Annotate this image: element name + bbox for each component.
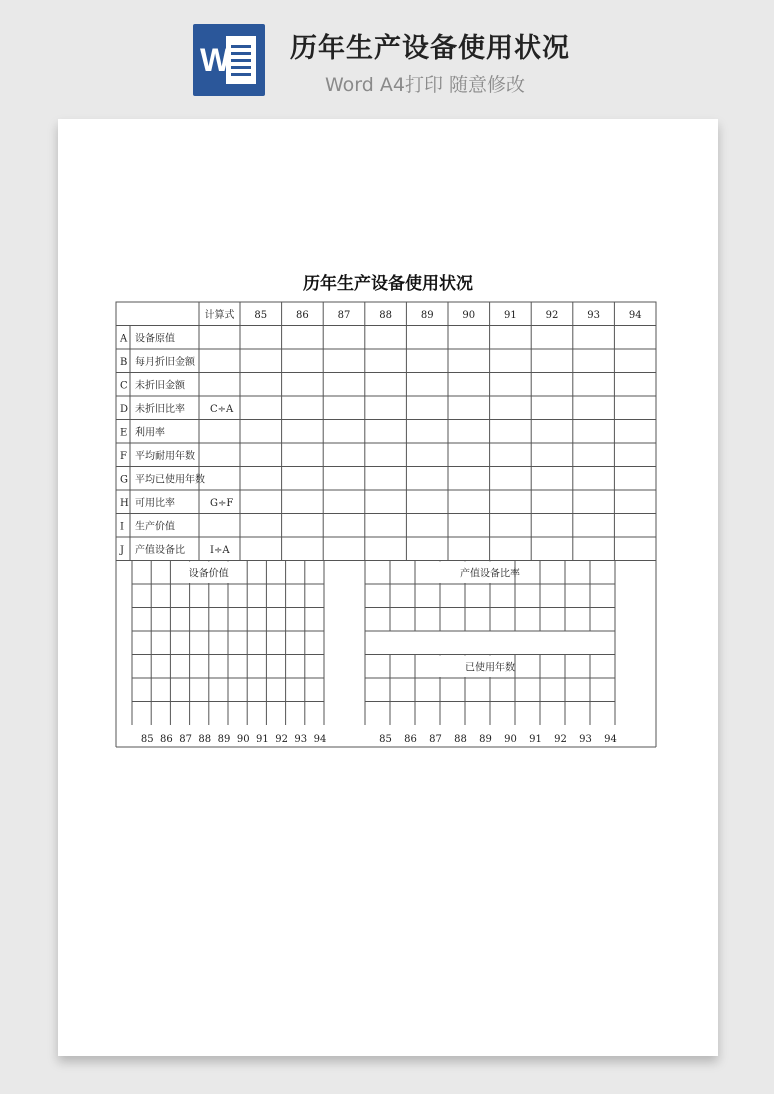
left-x-tick: 90: [236, 734, 250, 745]
row-label: 未折旧金额: [135, 380, 185, 392]
page-title: 历年生产设备使用状况: [290, 33, 570, 64]
right-x-tick: 87: [429, 734, 442, 745]
year-header: 85: [254, 310, 268, 321]
document-page: [58, 119, 718, 1056]
year-header: 91: [504, 310, 517, 321]
right-x-tick: 90: [504, 734, 517, 745]
row-label: 利用率: [135, 427, 165, 439]
word-icon: [193, 24, 265, 96]
year-header: 94: [628, 310, 642, 321]
row-formula: I÷A: [210, 545, 230, 556]
year-header: 86: [296, 310, 309, 321]
row-label: 设备原值: [135, 333, 175, 345]
header: [0, 0, 774, 110]
left-chart-title: 设备价值: [188, 568, 229, 580]
year-header: 87: [337, 310, 351, 321]
year-header: 92: [545, 310, 559, 321]
row-code: H: [120, 498, 129, 509]
row-code: F: [120, 451, 127, 462]
row-code: I: [120, 521, 124, 533]
row-label: 未折旧比率: [135, 404, 185, 415]
row-label: 产值设备比: [135, 545, 185, 556]
left-x-tick: 85: [140, 734, 154, 745]
word-icon-letter: W: [200, 42, 231, 78]
left-x-tick: 93: [294, 734, 308, 745]
right-x-tick: 89: [479, 734, 492, 745]
row-code: G: [120, 474, 128, 486]
table-border: [116, 302, 656, 561]
left-x-tick: 91: [256, 734, 269, 745]
right-x-tick: 94: [604, 734, 617, 745]
row-code: A: [120, 333, 128, 345]
row-label: 平均已使用年数: [135, 474, 205, 486]
left-x-tick: 89: [217, 734, 231, 745]
row-code: C: [120, 380, 128, 392]
year-header: 88: [379, 310, 392, 321]
row-formula: G÷F: [210, 498, 234, 509]
row-code: D: [120, 404, 129, 415]
row-code: E: [120, 427, 128, 439]
year-header: 89: [420, 310, 434, 321]
right-x-tick: 88: [454, 734, 467, 745]
row-label: 生产价值: [135, 521, 175, 533]
year-header: 93: [587, 310, 600, 321]
row-label: 可用比率: [135, 498, 175, 509]
row-code: J: [120, 545, 125, 556]
formula-header: 计算式: [204, 310, 235, 321]
document-title: 历年生产设备使用状况: [303, 274, 473, 294]
right-x-tick: 92: [554, 734, 567, 745]
right-x-tick: 93: [579, 734, 592, 745]
left-x-tick: 86: [160, 734, 173, 745]
right-x-tick: 86: [404, 734, 417, 745]
left-x-tick: 92: [275, 734, 288, 745]
usage-table: [58, 119, 718, 1056]
right-x-tick: 91: [529, 734, 542, 745]
left-x-tick: 94: [313, 734, 327, 745]
row-label: 平均耐用年数: [135, 451, 195, 462]
right-bottom-chart-title: 已使用年数: [465, 662, 515, 674]
left-x-tick: 87: [179, 734, 192, 745]
row-code: B: [120, 357, 128, 368]
right-x-tick: 85: [379, 734, 392, 745]
row-label: 每月折旧金额: [135, 357, 195, 368]
left-x-tick: 88: [198, 734, 212, 745]
right-top-chart-title: 产值设备比率: [460, 568, 520, 580]
page-subtitle: Word A4打印 随意修改: [325, 74, 526, 96]
year-header: 90: [462, 310, 476, 321]
row-formula: C÷A: [210, 404, 234, 415]
